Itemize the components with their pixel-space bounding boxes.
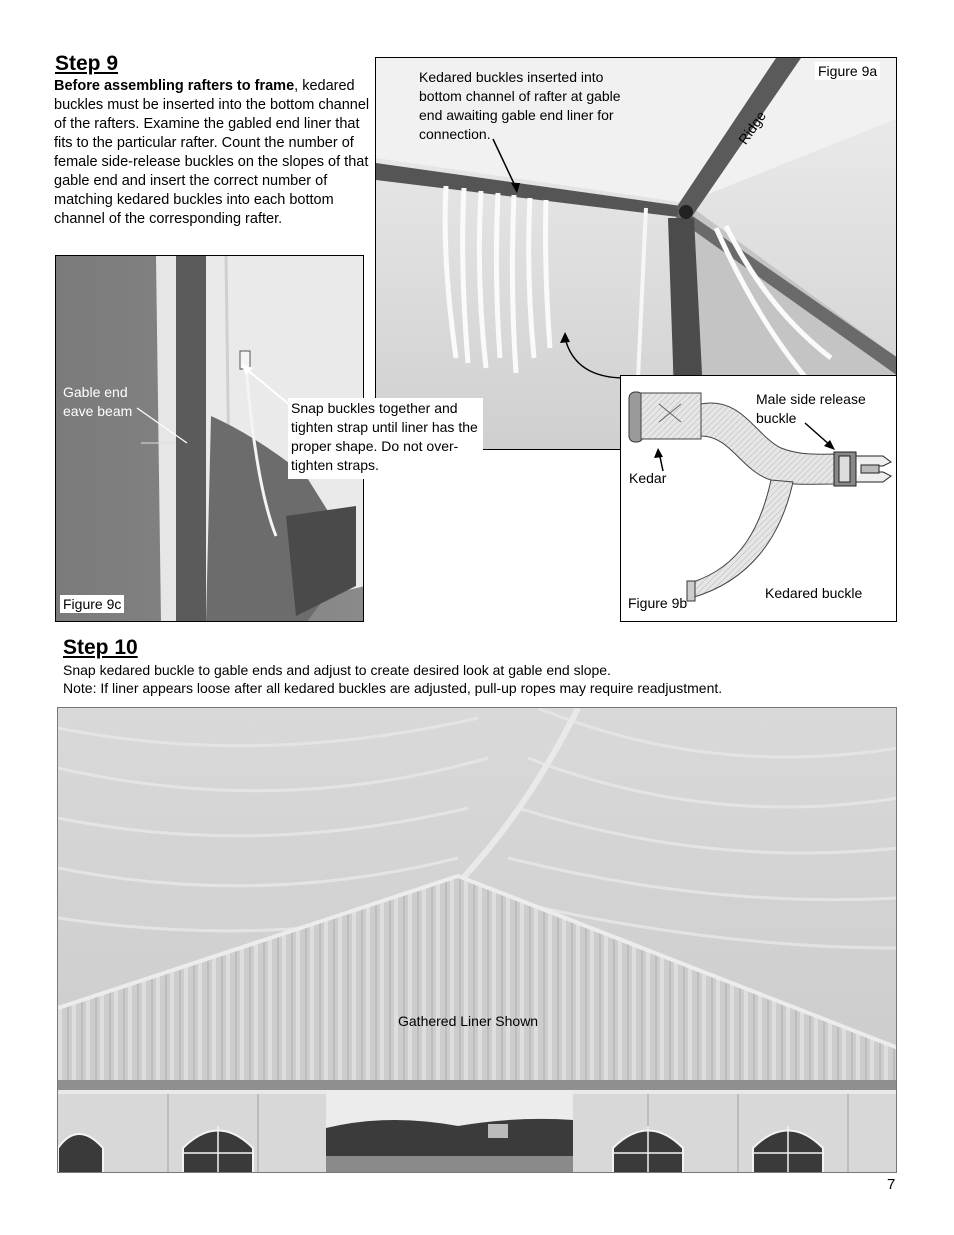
caption-arrow-9a [485, 135, 525, 195]
step9-intro-bold: Before assembling rafters to frame [54, 78, 295, 94]
step9-intro-rest: , kedared buckles must be inserted into the bottom channel of the rafters. Examine the gabled end liner that fits to the particular rafter. Count the number of female side-release buckles on the slopes of that gable end and insert the correct number of matching kedared buckles into each bottom channel of the corresponding rafter. [54, 78, 370, 227]
step10-line1: Snap kedared buckle to gable ends and adjust to create desired look at gable end slope. [63, 662, 611, 678]
figure-9c-label: Figure 9c [60, 595, 124, 613]
gathered-liner-photo [57, 707, 897, 1173]
snap-buckles-note: Snap buckles together and tighten strap until liner has the proper shape. Do not over-tighten straps. [288, 398, 483, 479]
step10-title: Step 10 [63, 636, 138, 659]
step9-instructions [54, 77, 370, 229]
curved-arrow-9a [555, 330, 630, 385]
male-buckle-label: Male side release buckle [756, 391, 866, 426]
kedar-label: Kedar [629, 470, 667, 486]
figure-9a-caption: Kedared buckles inserted into bottom channel of rafter at gable end awaiting gable end liner for connection. [419, 69, 621, 142]
kedared-buckle-label: Kedared buckle [765, 585, 863, 601]
step9-title: Step 9 [55, 52, 119, 75]
eave-beam-label: Gable end eave beam [63, 384, 133, 419]
snap-arrow-9c [235, 360, 295, 410]
tent-interior-image [58, 708, 897, 1173]
ridge-label: Ridge [735, 108, 770, 148]
step10-line2: Note: If liner appears loose after all kedared buckles are adjusted, pull-up ropes may require readjustment. [63, 680, 723, 696]
figure-9a-label: Figure 9a [815, 62, 880, 80]
gathered-liner-caption: Gathered Liner Shown [398, 1013, 539, 1029]
figure-9b-label: Figure 9b [628, 595, 688, 611]
page-number: 7 [887, 1176, 896, 1193]
eave-beam-leader-line [135, 405, 195, 450]
